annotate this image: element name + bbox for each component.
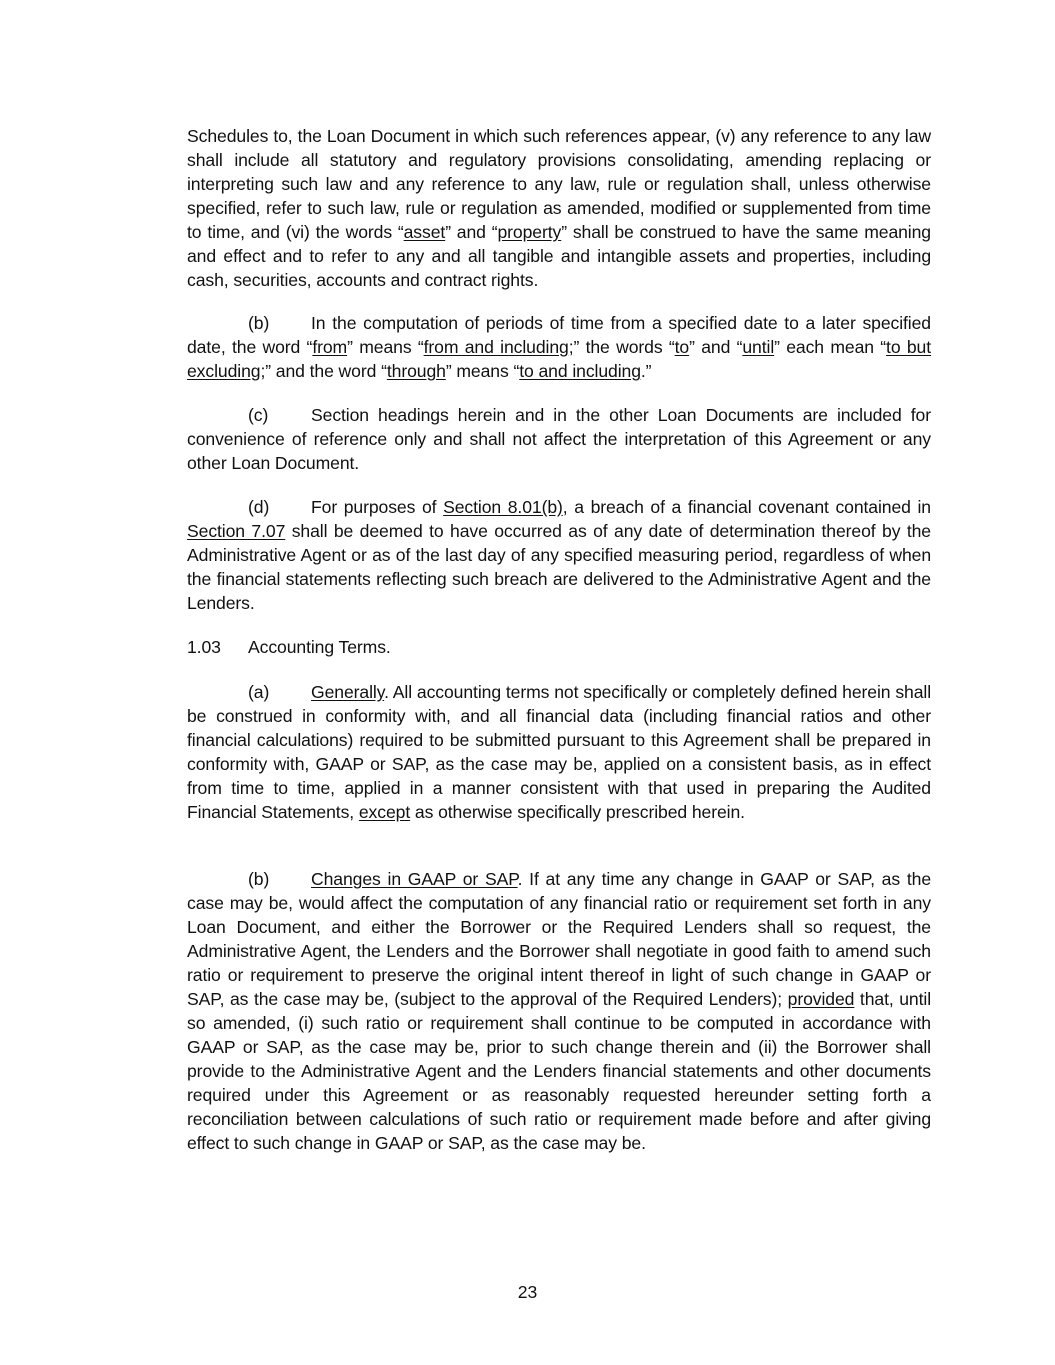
paragraph-text: ” shall be construed to have the same meaning and effect and to refer to any and all tangible and intangible assets and properties, including cash, securities, accounts and contract rights.: [187, 222, 931, 290]
clause-label: (a): [248, 682, 270, 702]
term-property: property: [497, 222, 562, 242]
clause-label: (b): [248, 313, 270, 333]
clause-label: (c): [248, 405, 269, 425]
paragraph-text: Schedules to, the Loan Document in which such references appear, (v) any reference to any law shall include all statutory and regulatory provisions consolidating, amending replacing or interpreting such law and any reference to any law, rule or regulation shall, unless otherwise specified, refer to such law, rule or regulation as amended, modified or supplemented from time to time, and (vi) the words “: [187, 126, 931, 242]
clause-title: Changes in GAAP or SAP: [311, 869, 518, 889]
term-through: through: [386, 361, 446, 381]
paragraph-text: ;” the words “: [568, 337, 675, 357]
paragraph-text: . If at any time any change in GAAP or SAP, as the case may be, would affect the computation of any financial ratio or requirement set forth in any Loan Document, and either the Borrower or the Required Lenders shall so request, the Administrative Agent, the Lenders and the Borrower shall negotiate in good faith to amend such ratio or requirement to preserve the original intent thereof in light of such change in GAAP or SAP, as the case may be, (subject to the approval of the Required Lenders);: [187, 869, 931, 1009]
term-except: except: [358, 802, 411, 822]
paragraph-text: as otherwise specifically prescribed herein.: [410, 802, 745, 822]
paragraph-accounting-a: [187, 680, 931, 824]
page-number: 23: [517, 1282, 538, 1302]
paragraph-text: ” and “: [689, 337, 743, 357]
clause-label: (d): [248, 497, 270, 517]
paragraph-text: ” and “: [445, 222, 498, 242]
paragraph-text: Section headings herein and in the other Loan Documents are included for convenience of reference only and shall not affect the interpretation of this Agreement or any other Loan Document.: [187, 405, 931, 473]
paragraph-text: ;” and the word “: [260, 361, 387, 381]
term-from-and-including: from and including: [423, 337, 569, 357]
term-asset: asset: [403, 222, 446, 242]
paragraph-text: ” means “: [347, 337, 424, 357]
section-reference: Section 7.07: [187, 521, 286, 541]
section-title: Accounting Terms.: [248, 637, 391, 657]
paragraph-text: that, until so amended, (i) such ratio or requirement shall continue to be computed in accordance with GAAP or SAP, as the case may be, prior to such change therein and (ii) the Borrower shall provide to the Administrative Agent and the Lenders financial statements and other documents required under this Agreement or as reasonably requested hereunder setting forth a reconciliation between calculations of such ratio or requirement made before and after giving effect to such change in GAAP or SAP, as the case may be.: [187, 989, 931, 1153]
section-reference: Section 8.01(b): [443, 497, 563, 517]
section-number: 1.03: [187, 637, 221, 657]
paragraph-continuation: [187, 124, 931, 292]
clause-label: (b): [248, 869, 270, 889]
term-to: to: [674, 337, 690, 357]
paragraph-text: In the computation of periods of time from a specified date to a later specified date, the word “: [187, 313, 931, 357]
paragraph-c: [187, 403, 931, 475]
paragraph-text: ” each mean “: [774, 337, 887, 357]
paragraph-accounting-b: [187, 867, 931, 1155]
paragraph-text: ” means “: [445, 361, 520, 381]
paragraph-text: , a breach of a financial covenant contained in: [562, 497, 931, 517]
term-provided: provided: [787, 989, 855, 1009]
term-until: until: [742, 337, 775, 357]
term-from: from: [312, 337, 348, 357]
paragraph-d: [187, 495, 931, 615]
paragraph-text: . All accounting terms not specifically or completely defined herein shall be construed in conformity with, and all financial data (including financial ratios and other financial calculations) required to be submitted pursuant to this Agreement shall be prepared in conformity with, GAAP or SAP, as the case may be, applied on a consistent basis, as in effect from time to time, applied in a manner consistent with that used in preparing the Audited Financial Statements,: [187, 682, 931, 822]
section-heading: [187, 635, 931, 659]
term-to-but-excluding: to but excluding: [187, 337, 932, 381]
paragraph-text: shall be deemed to have occurred as of any date of determination thereof by the Administrative Agent or as of the last day of any specified measuring period, regardless of when the financial statements reflecting such breach are delivered to the Administrative Agent and the Lenders.: [187, 521, 931, 613]
term-to-and-including: to and including: [519, 361, 641, 381]
paragraph-text: .”: [640, 361, 652, 381]
paragraph-b: [187, 311, 931, 383]
clause-title: Generally: [311, 682, 385, 702]
paragraph-text: For purposes of: [311, 497, 444, 517]
